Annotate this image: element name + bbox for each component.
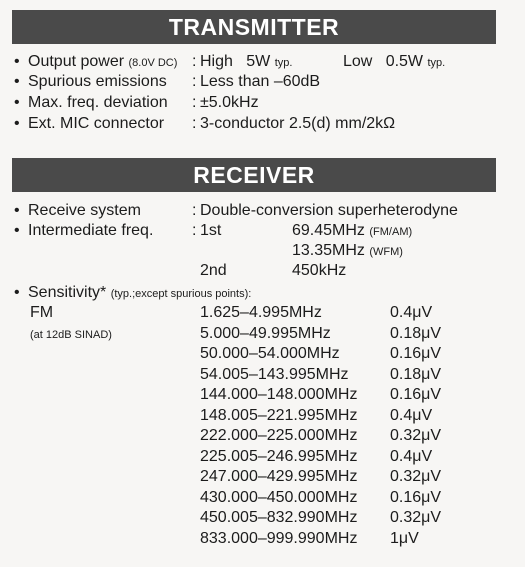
bullet-icon: • [14,115,20,132]
rx-if-1st-value: 69.45MHz (FM/AM) [292,222,413,239]
sensitivity-range: 430.000–450.000MHz [200,489,358,506]
sensitivity-value: 1μV [390,530,419,547]
sensitivity-range: 5.000–49.995MHz [200,325,331,342]
sensitivity-range: 148.005–221.995MHz [200,407,358,424]
bullet-icon: • [14,53,20,70]
sensitivity-range: 54.005–143.995MHz [200,366,349,383]
bullet-icon: • [14,284,20,301]
rx-system-value: Double-conversion superheterodyne [200,202,458,219]
receiver-banner [12,158,496,192]
sensitivity-value: 0.32μV [390,509,442,526]
tx-row-output-power: • Output power (8.0V DC) [14,53,178,70]
tx-output-low: Low 0.5W typ. [343,53,446,70]
sensitivity-range: 144.000–148.000MHz [200,386,358,403]
bullet-icon: • [14,94,20,111]
tx-colon: : [192,94,197,111]
rx-row-if: • Intermediate freq. [14,222,154,239]
bullet-icon: • [14,222,20,239]
rx-if-2nd-value: 450kHz [292,262,347,279]
sensitivity-value: 0.4μV [390,304,433,321]
tx-mic-value: 3-conductor 2.5(d) mm/2kΩ [200,115,396,132]
bullet-icon: • [14,202,20,219]
rx-colon: : [192,222,197,239]
receiver-title: RECEIVER [193,161,315,188]
tx-spurious-value: Less than –60dB [200,73,321,90]
sensitivity-range: 1.625–4.995MHz [200,304,322,321]
rx-if-2nd-label: 2nd [200,262,227,279]
sensitivity-range: 450.005–832.990MHz [200,509,358,526]
bullet-icon: • [14,73,20,90]
rx-row-system: • Receive system [14,202,141,219]
tx-row-deviation: • Max. freq. deviation [14,94,168,111]
sensitivity-value: 0.32μV [390,468,442,485]
sensitivity-value: 0.16μV [390,345,442,362]
tx-row-spurious: • Spurious emissions [14,73,167,90]
sensitivity-range: 833.000–999.990MHz [200,530,358,547]
sensitivity-range: 222.000–225.000MHz [200,427,358,444]
tx-output-high: High 5W typ. [200,53,293,70]
rx-colon: : [192,202,197,219]
rx-row-sensitivity: • Sensitivity* (typ.;except spurious points): [14,284,252,301]
sensitivity-value: 0.16μV [390,489,442,506]
tx-colon: : [192,115,197,132]
tx-colon: : [192,73,197,90]
sensitivity-value: 0.4μV [390,407,433,424]
sensitivity-range: 225.005–246.995MHz [200,448,358,465]
rx-sensitivity-mode-note: (at 12dB SINAD) [30,329,112,341]
tx-deviation-value: ±5.0kHz [200,94,259,111]
tx-colon: : [192,53,197,70]
transmitter-title: TRANSMITTER [168,13,340,40]
sensitivity-range: 50.000–54.000MHz [200,345,340,362]
sensitivity-value: 0.18μV [390,325,442,342]
sensitivity-range: 247.000–429.995MHz [200,468,358,485]
sensitivity-value: 0.32μV [390,427,442,444]
sensitivity-value: 0.18μV [390,366,442,383]
transmitter-banner [12,10,496,44]
sensitivity-value: 0.16μV [390,386,442,403]
tx-row-mic: • Ext. MIC connector [14,115,165,132]
rx-if-1st-label: 1st [200,222,222,239]
rx-if-1st-value2: 13.35MHz (WFM) [292,242,403,259]
rx-sensitivity-mode: FM [30,304,54,321]
sensitivity-value: 0.4μV [390,448,433,465]
